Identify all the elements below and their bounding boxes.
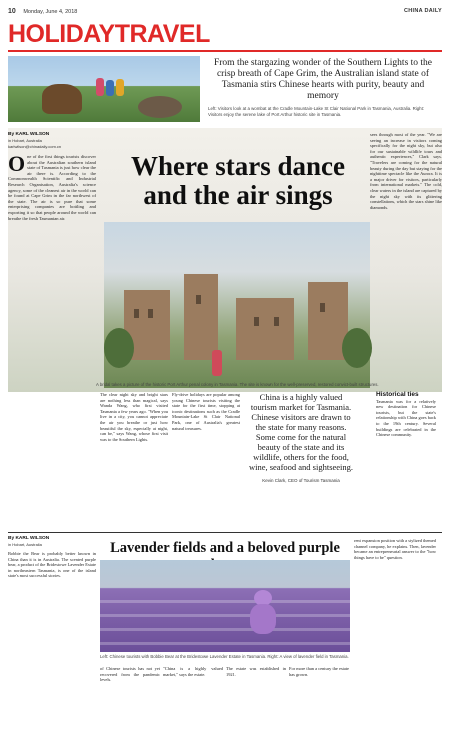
promo-photo (8, 56, 200, 122)
lavender-photo (100, 560, 350, 652)
story2-body-columns (100, 666, 350, 742)
visitor-figure (106, 80, 114, 96)
byline-place: in Hobart, Australia (8, 138, 42, 143)
byline-place: in Hobart, Australia (8, 542, 42, 547)
lead-right-column: sees through most of the year. "We are seeing an increase in visitors coming specifically for the night sky, but also for our sustainable wildlife tours and authentic experiences," Clark says. "Travelers are coming for the natural beauty during the day but staying for the nighttime spectacle like the Aurora. It is a major driver for visitors, particularly from international markets." The cold, clear waters in the island are captured by the night sky with its glittering constellations, which the stars shine like diamonds. (370, 132, 442, 210)
bobbie-bear-figure (250, 604, 276, 634)
lead-paragraph (8, 151, 96, 221)
promo-caption: Left: Visitors look at a wombat at the Cradle Mountain-Lake St Clair National Park in Tasmania, Australia. Right: Visitors enjoy the serene lake of Port Arthur historic site in Tasmania. (208, 106, 425, 117)
story2-right-column: rent expansion position with a stylized themed channel company, he explains. Then, lavender became an entrepreneurial answer to the "how things have to be" question. (354, 538, 436, 560)
byline-name: By KARL WILSON (8, 536, 50, 541)
hero-caption: A bridal takes a picture of the historic Port Arthur penal colony in Tasmania. The site is known for the well-preserved, restored convict-built structures. (96, 382, 379, 387)
lavender-row (100, 642, 350, 645)
story-divider (8, 532, 442, 533)
ruin-window (196, 295, 201, 304)
body-column: The clear night sky and bright stars are nothing less than magical, says Wanda Wang, who first visited Tasmania a few years ago. "When you live in a city, you cannot appreciate the air you breathe or just how beautiful the sky, especially at night, can be," says Wang, whose first visit was to the Southern Lights. (100, 392, 168, 442)
body-column-text: Tasmania was for a relatively new destination for Chinese tourists, but the state's relationship with China goes back to the 19th century. Several buildings are celebrated in the Chinese community. (376, 398, 436, 438)
lavender-caption: Left: Chinese tourists with Bobbie Bear at the Bridestowe Lavender Estate in Tasmania. Right: A view of lavender field in Tasmania. (100, 654, 349, 659)
issue-date: Monday, June 4, 2018 (23, 8, 78, 15)
ruin-window (254, 317, 259, 326)
story2-left-column (8, 536, 96, 579)
ruin-wall (184, 274, 218, 360)
folio-left (8, 8, 83, 15)
body-column: Fly-drive holidays are popular among young Chinese tourists visiting the state for the first time, stopping at iconic destinations such as the Cradle Mountain-Lake St Clair National Park, one of Australia's greatest natural treasures. (172, 392, 240, 431)
ruin-window (134, 309, 139, 318)
tree-shape (342, 328, 372, 368)
drop-cap: O (8, 151, 26, 176)
tree-stump-shape (42, 84, 82, 114)
lavender-row (100, 628, 350, 631)
section-title: HOLIDAYTRAVEL (8, 20, 210, 48)
body-column (376, 390, 436, 438)
body-column: of Chinese tourists has not yet recovered from the pandemic levels. (100, 666, 160, 683)
body-column: The estate was established in 1921. (226, 666, 286, 677)
body-column: "China is a highly valued market," says the estate. (163, 666, 223, 677)
story2-lead: Bobbie the Bear is probably better known in China than it is in Australia. The scented purple bear, a product of the Bridestowe Lavender Estate in northeastern Tasmania, is one of the island state's most successful stories. (8, 551, 96, 579)
byline-email: karlwilson@chinadaily.com.cn (8, 144, 62, 149)
hero-photo (104, 222, 370, 388)
lead-story (8, 128, 442, 392)
lead-headline: Where stars dance and the air sings (131, 151, 345, 210)
pull-quote-attribution: Kevin Clark, CEO of Tourism Tasmania (262, 478, 340, 483)
byline (8, 132, 96, 150)
lavender-row (100, 614, 350, 617)
lavender-row (100, 600, 350, 603)
body-column: For more than a century the estate has grown. (289, 666, 349, 677)
wombat-figure (138, 96, 182, 118)
tree-shape (104, 328, 134, 368)
promo-panel (8, 56, 442, 122)
promo-text (200, 56, 442, 122)
publication-brand: CHINA DAILY (403, 8, 442, 14)
section-divider (8, 50, 442, 52)
tourist-figure (212, 350, 222, 376)
visitor-figure (116, 79, 124, 96)
story2-headline: Lavender fields and a beloved purple (110, 540, 340, 556)
subhead: Historical ties (376, 391, 419, 398)
lead-left-column (8, 128, 100, 388)
byline-name: By KARL WILSON (8, 132, 50, 137)
page-folio (8, 6, 442, 16)
ruin-window (274, 317, 279, 326)
byline (8, 536, 96, 548)
pull-quote-text: China is a highly valued tourism market for Tasmania. Chinese visitors are drawn to the state for many reasons. Some come for the natural beauty of the state and its wildlife, others for the food, wine, seafood and sightseeing. (248, 392, 354, 472)
pull-quote (246, 392, 356, 486)
lead-body-columns (100, 392, 436, 532)
promo-headline: From the stargazing wonder of the Southern Lights to the crisp breath of Cape Grim, the Australian island state of Tasmania stirs Chinese hearts with purity, beauty and memory (213, 58, 433, 101)
lead-text: ne of the first things tourists discover about the Australian southern island state of Tasmania is just how clear the air there is. According to the Commonwealth Scientific and Industrial Research Organisation, Australia's science agency, some of the cleanest air in the world can be found at Cape Grim in the far northwest of the state. The air is so pure that some enterprising companies are bottling and exporting it so that people around the world can breathe the fresh Tasmanian air. (8, 154, 96, 221)
visitor-figure (96, 78, 104, 96)
page-number: 10 (8, 7, 16, 15)
ruin-wall (236, 298, 294, 360)
ruin-window (320, 303, 325, 312)
ruin-window (148, 309, 153, 318)
